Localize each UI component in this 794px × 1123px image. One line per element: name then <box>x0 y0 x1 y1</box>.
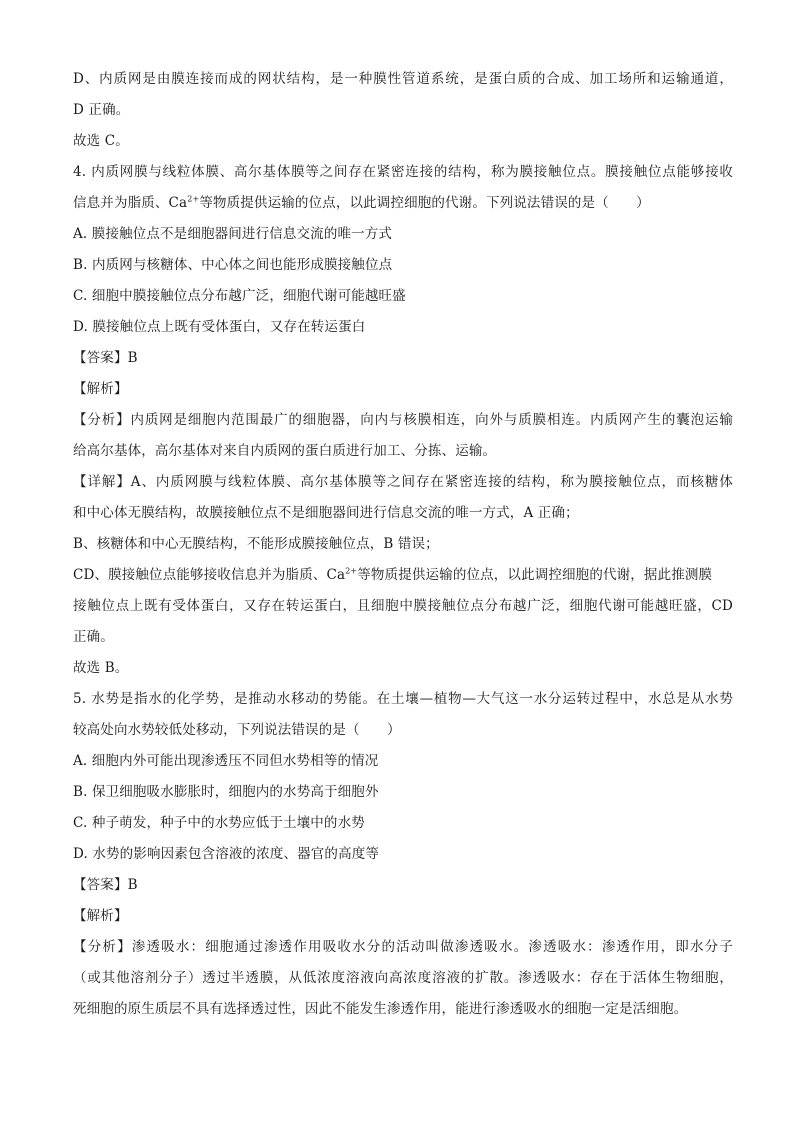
analysis-text: 给高尔基体，高尔基体对来自内质网的蛋白质进行加工、分拣、运输。 <box>73 443 497 459</box>
superscript: 2+ <box>345 566 358 576</box>
detail-text: B、核糖体和中心无膜结构，不能形成膜接触位点，B 错误； <box>73 536 439 552</box>
option-d: D. 膜接触位点上既有受体蛋白，又存在转运蛋白 <box>73 319 366 335</box>
answer-heading: 【答案】B <box>73 350 138 366</box>
question-5-stem-continued: 较高处向水势较低处移动，下列说法错误的是（ ） <box>73 722 401 738</box>
answer-heading: 【答案】B <box>73 877 138 893</box>
text-span: 信息并为脂质、Ca <box>73 195 188 211</box>
analysis-text: 【分析】内质网是细胞内范围最广的细胞器，向内与核膜相连，向外与质膜相连。内质网产生的囊泡运输 <box>73 412 733 428</box>
option-c: C. 种子萌发，种子中的水势应低于土壤中的水势 <box>73 815 365 831</box>
text-line: D 正确。 <box>73 102 130 118</box>
question-4-stem: 4. 内质网膜与线粒体膜、高尔基体膜等之间存在紧密连接的结构，称为膜接触位点。膜接触位点能够接收 <box>73 164 733 180</box>
text-span: 等物质提供运输的位点，以此调控细胞的代谢。下列说法错误的是（ ） <box>199 195 650 211</box>
text-span: 等物质提供运输的位点，以此调控细胞的代谢，据此推测膜 <box>357 567 713 583</box>
analysis-text: （或其他溶剂分子）透过半透膜，从低浓度溶液向高浓度溶液的扩散。渗透吸水：存在于活体生物细胞， <box>73 970 733 986</box>
text-line: 故选 C。 <box>73 133 129 149</box>
superscript: 2+ <box>187 194 200 204</box>
text-line: 故选 B。 <box>73 660 129 676</box>
analysis-text: 死细胞的原生质层不具有选择透过性，因此不能发生渗透作用，能进行渗透吸水的细胞一定是活细胞。 <box>73 1001 688 1017</box>
detail-text: 正确。 <box>73 629 114 645</box>
detail-text: 【详解】A、内质网膜与线粒体膜、高尔基体膜等之间存在紧密连接的结构，称为膜接触位点，而核糖体 <box>73 474 733 490</box>
question-5-stem: 5. 水势是指水的化学势，是推动水移动的势能。在土壤—植物—大气这一水分运转过程中，水总是从水势 <box>73 691 733 707</box>
option-b: B. 内质网与核糖体、中心体之间也能形成膜接触位点 <box>73 257 393 273</box>
option-b: B. 保卫细胞吸水膨胀时，细胞内的水势高于细胞外 <box>73 784 379 800</box>
detail-text <box>73 560 733 591</box>
detail-text: 和中心体无膜结构，故膜接触位点不是细胞器间进行信息交流的唯一方式，A 正确； <box>73 505 579 521</box>
option-c: C. 细胞中膜接触位点分布越广泛，细胞代谢可能越旺盛 <box>73 288 406 304</box>
option-a: A. 膜接触位点不是细胞器间进行信息交流的唯一方式 <box>73 226 393 242</box>
text-line: D、内质网是由膜连接而成的网状结构，是一种膜性管道系统，是蛋白质的合成、加工场所和运输通道， <box>73 71 733 87</box>
document-page <box>73 64 733 1025</box>
option-a: A. 细胞内外可能出现渗透压不同但水势相等的情况 <box>73 753 379 769</box>
analysis-text: 【分析】渗透吸水：细胞通过渗透作用吸收水分的活动叫做渗透吸水。渗透吸水：渗透作用，即水分子 <box>73 939 733 955</box>
text-span: CD、膜接触位点能够接收信息并为脂质、Ca <box>73 567 346 583</box>
analysis-heading: 【解析】 <box>73 381 128 397</box>
question-4-stem-continued <box>73 188 733 219</box>
option-d: D. 水势的影响因素包含溶液的浓度、器官的高度等 <box>73 846 380 862</box>
analysis-heading: 【解析】 <box>73 908 128 924</box>
detail-text: 接触位点上既有受体蛋白，又存在转运蛋白，且细胞中膜接触位点分布越广泛，细胞代谢可能越旺盛，CD <box>73 598 733 614</box>
